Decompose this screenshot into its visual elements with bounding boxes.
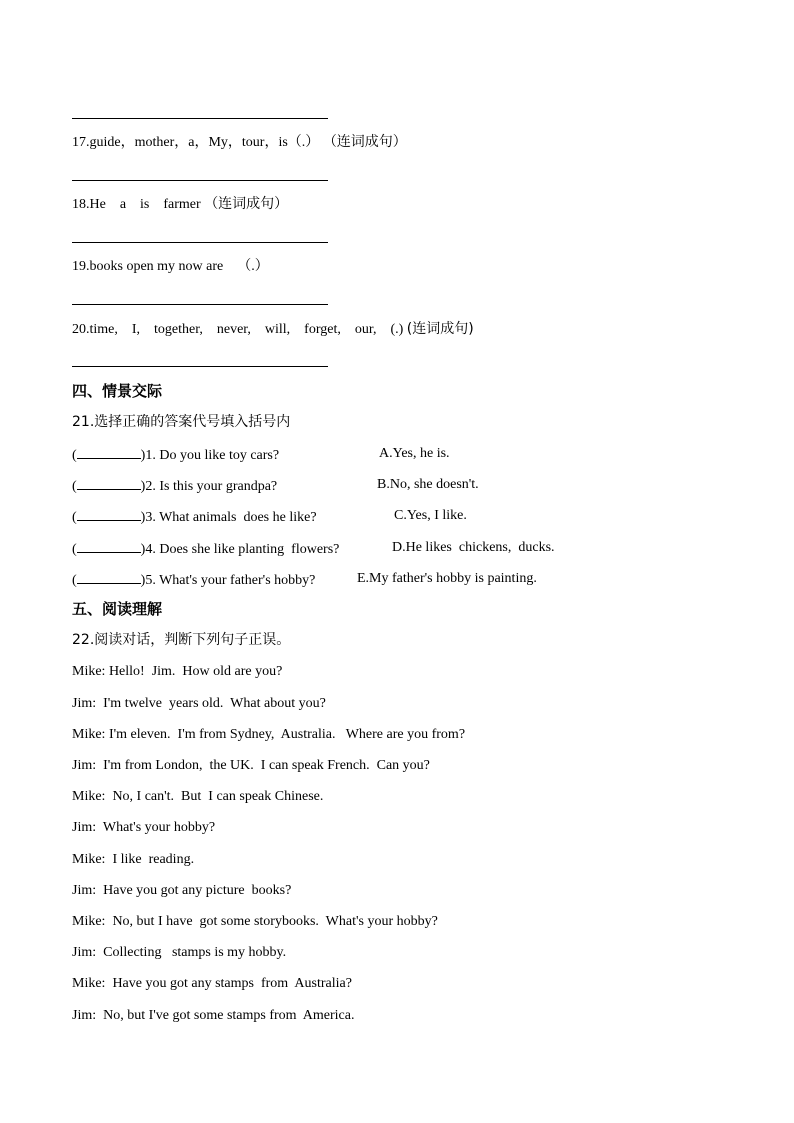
dialogue-line-4: Jim: I'm from London, the UK. I can speak French. Can you?	[72, 758, 430, 773]
dialogue-line-12: Jim: No, but I've got some stamps from America.	[72, 1008, 355, 1023]
paren-close: )	[140, 448, 146, 463]
dialogue-line-7: Mike: I like reading.	[72, 852, 195, 867]
answer-blank-2[interactable]	[77, 476, 141, 490]
answer-line-20[interactable]	[72, 366, 328, 367]
section-4-title: 四、情景交际	[72, 382, 163, 400]
question-20-text: 20.time, I, together, never, will, forget, our, (.)	[72, 322, 404, 337]
paren-open: (	[72, 448, 77, 463]
answer-line-19[interactable]	[72, 304, 328, 305]
matching-question-2: 2. Is this your grandpa?	[145, 479, 278, 494]
paren-open: (	[72, 510, 77, 525]
dialogue-line-8: Jim: Have you got any picture books?	[72, 883, 292, 898]
matching-item-5	[72, 570, 315, 590]
matching-item-2	[72, 476, 277, 496]
answer-line-16[interactable]	[72, 118, 328, 119]
answer-blank-3[interactable]	[77, 507, 141, 521]
question-18-hint: （连词成句）	[204, 196, 289, 212]
matching-option-a: A.Yes, he is.	[379, 446, 450, 461]
dialogue-line-1: Mike: Hello! Jim. How old are you?	[72, 664, 283, 679]
answer-line-17[interactable]	[72, 180, 328, 181]
answer-blank-5[interactable]	[77, 570, 141, 584]
dialogue-line-5: Mike: No, I can't. But I can speak Chinese.	[72, 789, 324, 804]
matching-question-3: 3. What animals does he like?	[145, 510, 317, 525]
matching-item-3	[72, 507, 317, 527]
matching-question-4: 4. Does she like planting flowers?	[145, 542, 340, 557]
dialogue-line-11: Mike: Have you got any stamps from Australia?	[72, 976, 352, 991]
matching-item-4	[72, 539, 339, 559]
paren-close: )	[140, 479, 146, 494]
section-5-title: 五、阅读理解	[72, 600, 163, 618]
question-21-prompt: 21.选择正确的答案代号填入括号内	[72, 414, 291, 430]
question-18	[72, 195, 288, 214]
question-17-text: 17.guide，mother，a，My，tour，is（.）	[72, 135, 320, 150]
dialogue-line-10: Jim: Collecting stamps is my hobby.	[72, 945, 287, 960]
dialogue-line-9: Mike: No, but I have got some storybooks. What's your hobby?	[72, 914, 438, 929]
matching-item-1	[72, 445, 279, 465]
paren-close: )	[140, 542, 146, 557]
answer-blank-4[interactable]	[77, 539, 141, 553]
matching-question-1: 1. Do you like toy cars?	[145, 448, 280, 463]
paren-close: )	[140, 573, 146, 588]
matching-option-e: E.My father's hobby is painting.	[357, 571, 537, 586]
dialogue-line-6: Jim: What's your hobby?	[72, 820, 216, 835]
matching-question-5: 5. What's your father's hobby?	[145, 573, 316, 588]
question-19	[72, 258, 269, 276]
matching-option-d: D.He likes chickens, ducks.	[392, 540, 555, 555]
question-22-prompt: 22.阅读对话，判断下列句子正误。	[72, 632, 291, 648]
matching-option-b: B.No, she doesn't.	[377, 477, 479, 492]
answer-line-18[interactable]	[72, 242, 328, 243]
dialogue-line-2: Jim: I'm twelve years old. What about you?	[72, 696, 326, 711]
question-18-text: 18.He a is farmer	[72, 197, 201, 212]
answer-blank-1[interactable]	[77, 445, 141, 459]
paren-close: )	[140, 510, 146, 525]
question-17	[72, 133, 407, 152]
matching-option-c: C.Yes, I like.	[394, 508, 467, 523]
dialogue-line-3: Mike: I'm eleven. I'm from Sydney, Australia. Where are you from?	[72, 727, 466, 742]
paren-open: (	[72, 479, 77, 494]
paren-open: (	[72, 573, 77, 588]
question-17-hint: （连词成句）	[322, 134, 407, 150]
paren-open: (	[72, 542, 77, 557]
question-20	[72, 320, 474, 339]
question-19-text: 19.books open my now are （.）	[72, 259, 269, 274]
question-20-hint: (连词成句)	[406, 321, 474, 337]
